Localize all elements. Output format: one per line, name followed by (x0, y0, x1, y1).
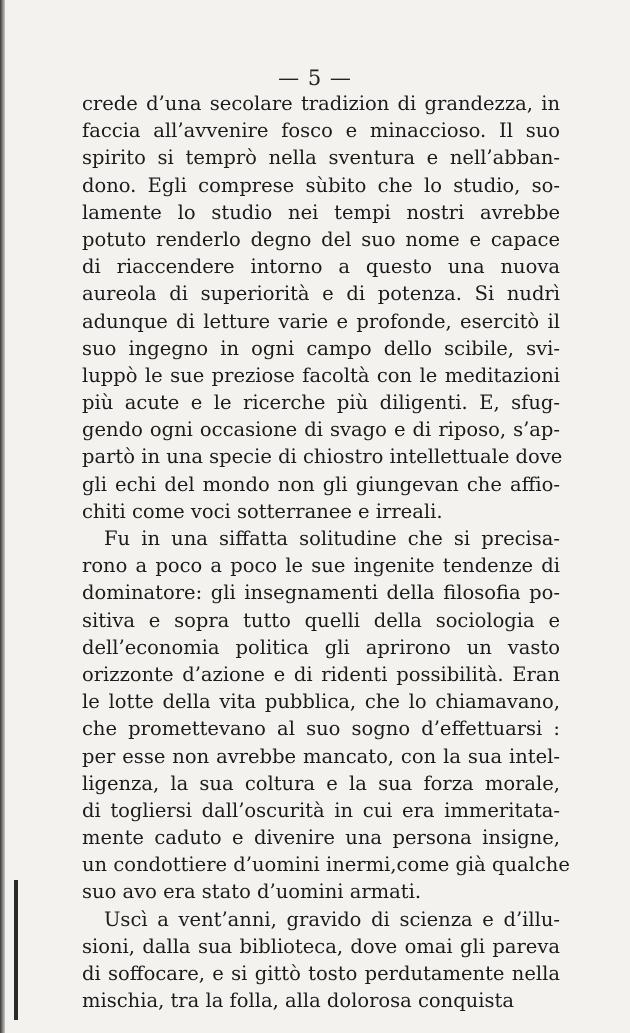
text-line: suo avo era stato d’uomini armati. (82, 880, 422, 904)
text-line: per esse non avrebbe mancato, con la sua intel- (82, 744, 560, 768)
text-line: che promettevano al suo sogno d’effettuarsi : (82, 717, 560, 741)
text-line: sitiva e sopra tutto quelli della sociologia e (82, 608, 560, 632)
page-binding-edge (0, 0, 5, 1033)
text-line: gli echi del mondo non gli giungevan che affio- (82, 472, 560, 496)
text-line: partò in una specie di chiostro intellettuale dove (82, 445, 563, 469)
text-line: di soffocare, e si gittò tosto perdutamente nella (82, 962, 560, 985)
text-line: adunque di letture varie e profonde, esercitò il (82, 309, 560, 333)
text-line: le lotte della vita pubblica, che lo chiamavano, (82, 690, 560, 714)
body-text (82, 90, 570, 1014)
text-line: crede d’una secolare tradizion di grandezza, in (82, 92, 560, 115)
text-line: un condottiere d’uomini inermi,come già qualche (82, 853, 570, 877)
text-line: suo ingegno in ogni campo dello scibile, svi- (82, 336, 560, 360)
text-line: di riaccendere intorno a questo una nuova (82, 255, 560, 279)
text-line: chiti come voci sotterranee e irreali. (82, 499, 443, 523)
text-line: ligenza, la sua coltura e la sua forza morale, (82, 771, 560, 795)
text-line: di togliersi dall’oscurità in cui era immeritata- (82, 798, 560, 822)
text-line: aureola di superiorità e di potenza. Si nudrì (82, 282, 560, 306)
text-line: faccia all’avvenire fosco e minaccioso. Il suo (82, 119, 560, 143)
text-line: dell’economia politica gli aprirono un vasto (82, 635, 560, 659)
paragraph (82, 90, 563, 525)
text-line: dono. Egli comprese sùbito che lo studio, so- (82, 173, 560, 197)
text-line: dominatore: gli insegnamenti della filosofia po- (82, 581, 560, 605)
text-line: Fu in una siffatta solitudine che si precisa- (104, 527, 560, 550)
text-line: rono a poco a poco le sue ingenite tendenze di (82, 554, 560, 578)
text-line: sioni, dalla sua biblioteca, dove omai gli pareva (82, 934, 560, 958)
text-line: mischia, tra la folla, alla dolorosa conquista (82, 989, 514, 1013)
text-line: potuto renderlo degno del suo nome e capace (82, 227, 560, 251)
paragraph (82, 906, 560, 1015)
text-line: mente caduto e divenire una persona insigne, (82, 826, 560, 850)
text-line: più acute e le ricerche più diligenti. E, sfug- (82, 391, 560, 415)
text-line: gendo ogni occasione di svago e di riposo, s’ap- (82, 418, 560, 442)
text-line: Uscì a vent’anni, gravido di scienza e d’illu- (104, 907, 560, 931)
text-line: spirito si temprò nella sventura e nell’abban- (82, 146, 560, 170)
text-line: lamente lo studio nei tempi nostri avrebbe (82, 200, 560, 224)
paragraph (82, 525, 570, 906)
text-line: orizzonte d’azione e di ridenti possibilità. Eran (82, 662, 560, 686)
page-number: — 5 — (278, 66, 352, 90)
text-line: luppò le sue preziose facoltà con le meditazioni (82, 363, 560, 387)
scan-edge-mark (14, 880, 18, 1020)
